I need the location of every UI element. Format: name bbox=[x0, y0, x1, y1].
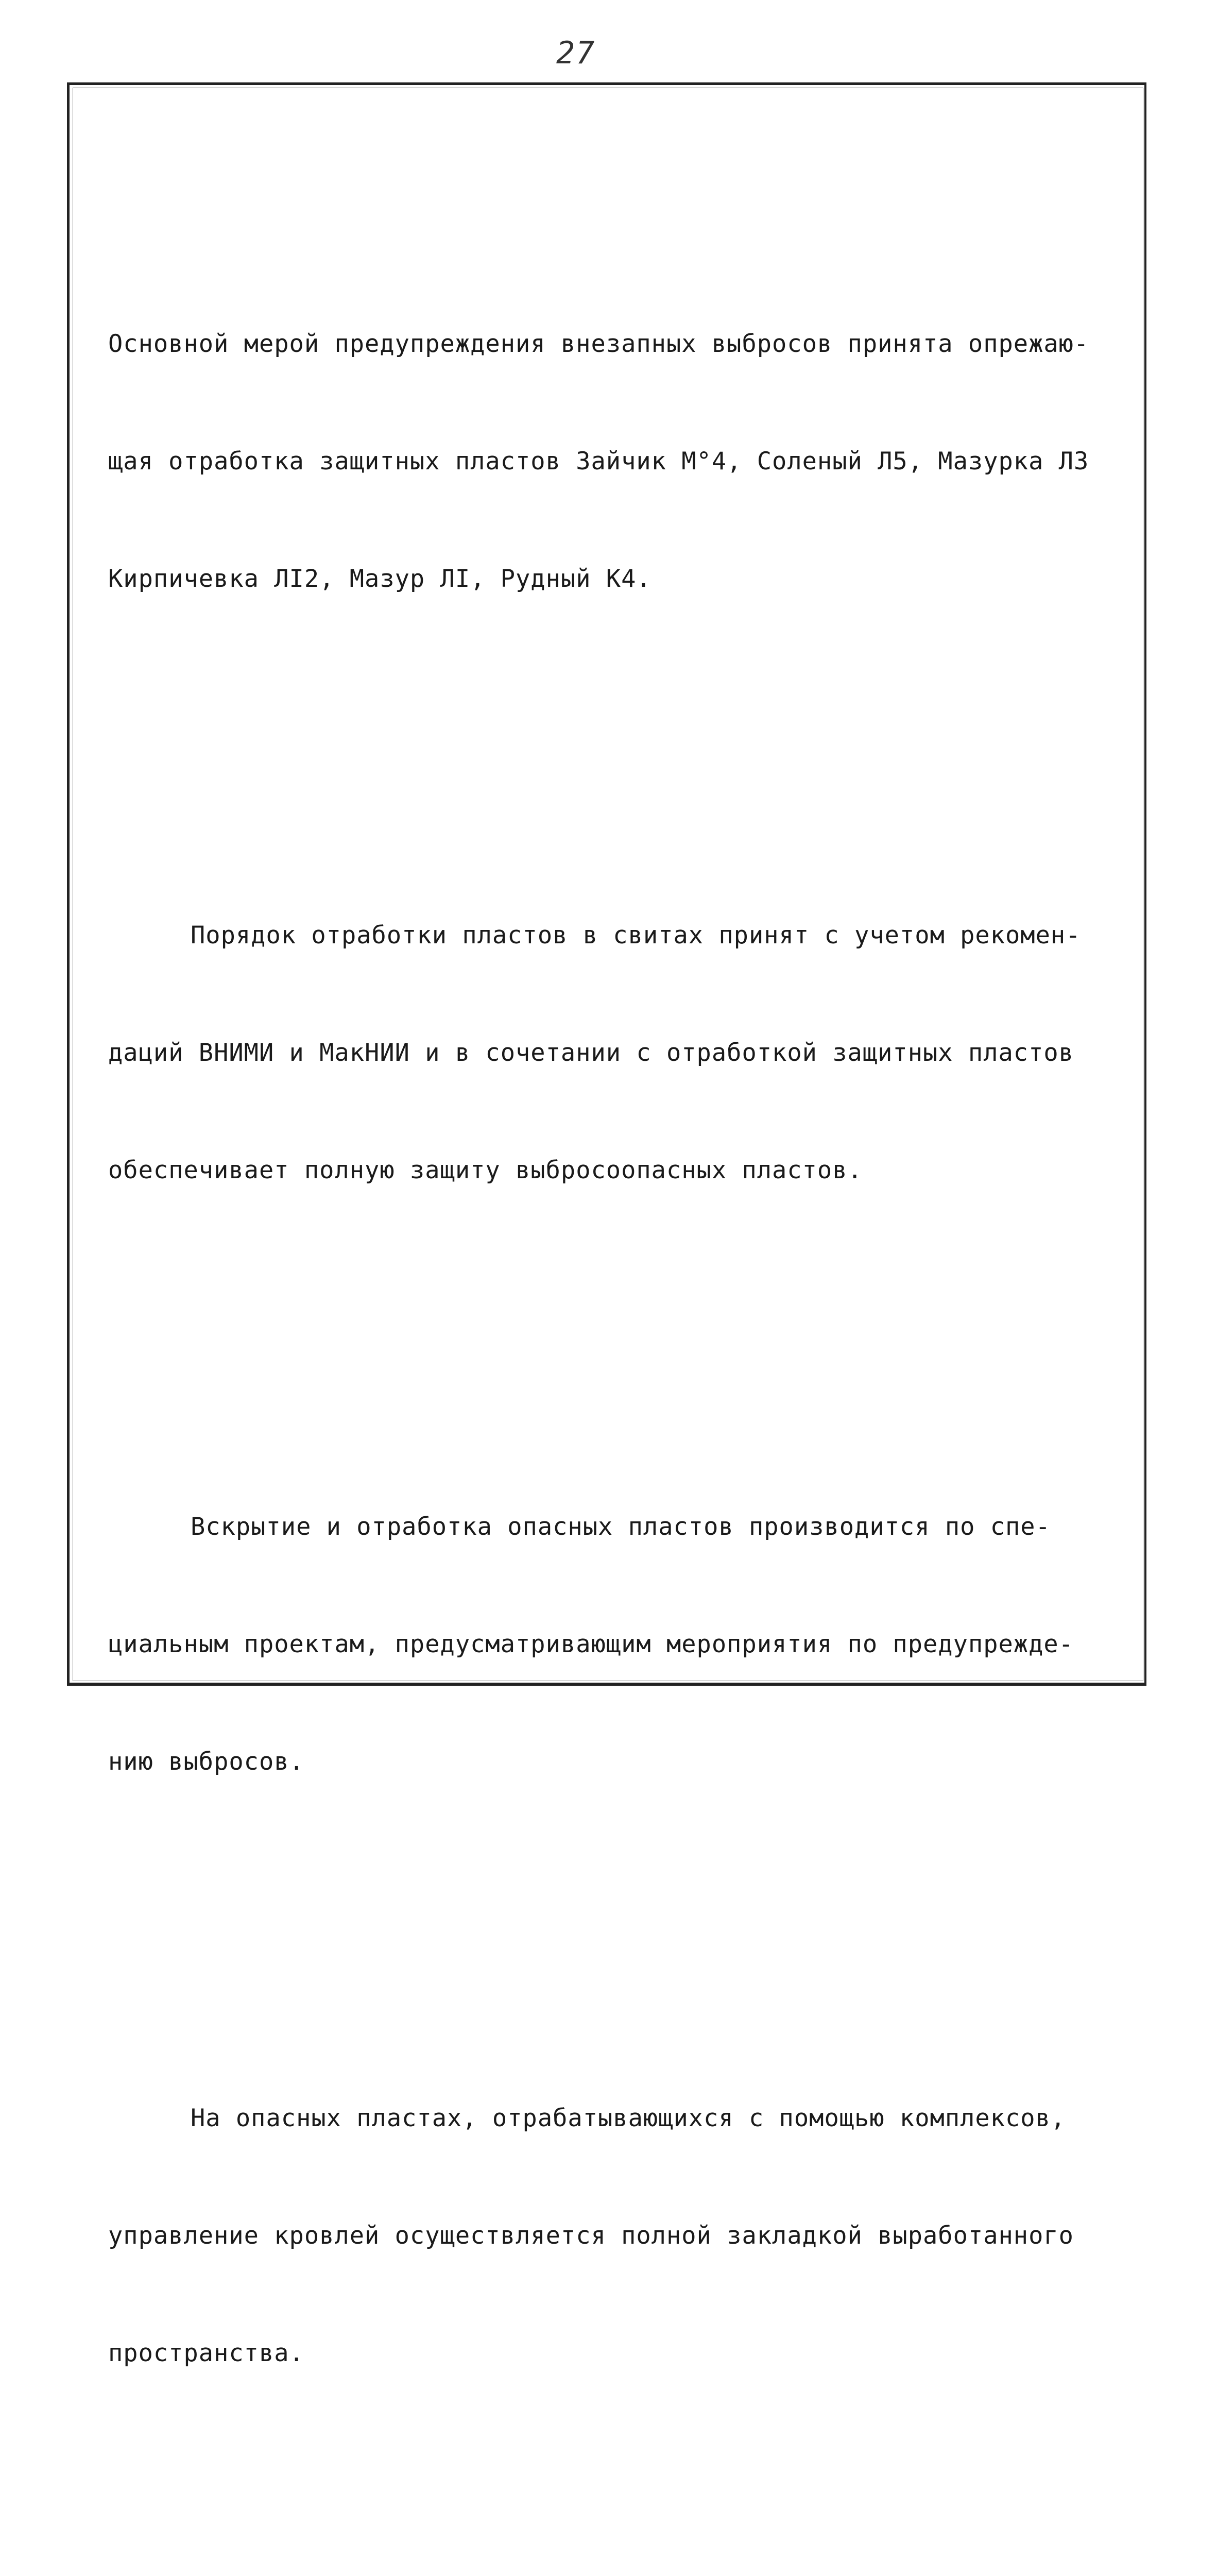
page-number: 27 bbox=[556, 35, 596, 71]
text-line: даций ВНИМИ и МакНИИ и в сочетании с отработкой защитных пластов bbox=[108, 1039, 1074, 1067]
text-line: управление кровлей осуществляется полной закладкой выработанного bbox=[108, 2222, 1074, 2250]
text-line: циальным проектам, предусматривающим мероприятия по предупрежде- bbox=[108, 1630, 1074, 1658]
text-line: пространства. bbox=[108, 2339, 304, 2367]
paragraph bbox=[108, 838, 1138, 1268]
paragraph bbox=[108, 2021, 1138, 2451]
text-line: На опасных пластах, отрабатывающихся с помощью комплексов, bbox=[191, 2104, 1066, 2132]
text-line: обеспечивает полную защиту выбросоопасных пластов. bbox=[108, 1156, 863, 1184]
text-line: Порядок отработки пластов в свитах принят с учетом рекомен- bbox=[191, 921, 1081, 950]
text-line: Кирпичевка ЛI2, Мазур ЛI, Рудный К4. bbox=[108, 565, 652, 593]
text-line: щая отработка защитных пластов Зайчик М°4, Соленый Л5, Мазурка Л3 bbox=[108, 447, 1089, 476]
paragraph bbox=[108, 1429, 1138, 1860]
text-line: нию выбросов. bbox=[108, 1748, 304, 1776]
text-line: Основной мерой предупреждения внезапных выбросов принята опрежаю- bbox=[108, 330, 1089, 358]
text-line: Вскрытие и отработка опасных пластов производится по спе- bbox=[191, 1513, 1051, 1541]
document-body bbox=[108, 129, 1138, 2576]
paragraph bbox=[108, 246, 1138, 677]
